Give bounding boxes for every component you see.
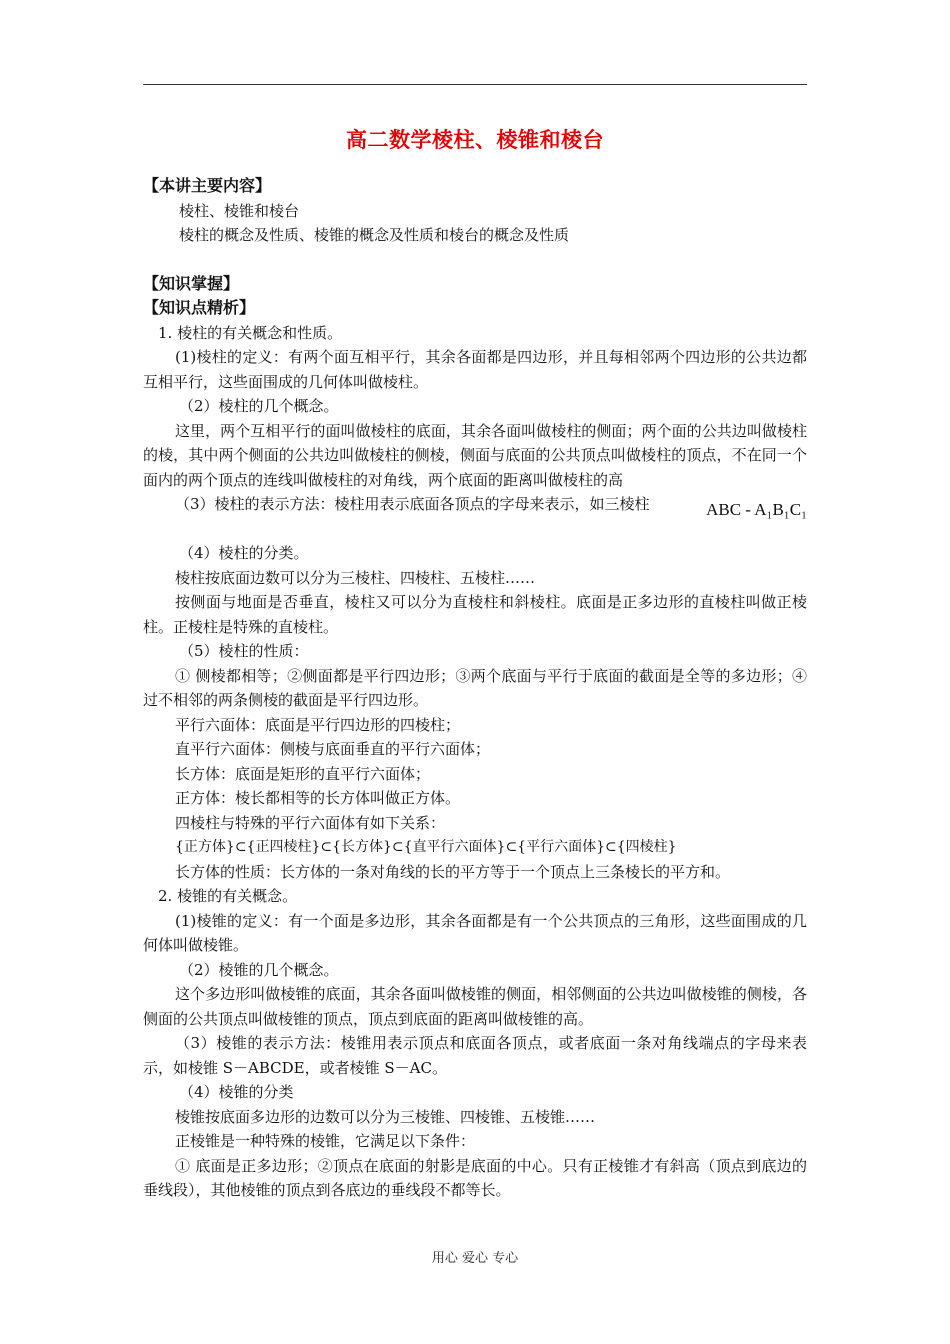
pyramid-concepts-text: 这个多边形叫做棱锥的底面，其余各面叫做棱锥的侧面，相邻侧面的公共边叫做棱锥的侧棱，各侧面的公共顶点叫做棱锥的顶点，顶点到底面的距离叫做棱锥的高。 bbox=[143, 985, 807, 1028]
prism-notation-formula: ABC - A₁B₁C₁ bbox=[706, 500, 807, 519]
pyramid-classification-heading: （4）棱锥的分类 bbox=[179, 1083, 294, 1101]
prism-concepts-text: 这里，两个互相平行的面叫做棱柱的底面，其余各面叫做棱柱的侧面；两个面的公共边叫做棱柱的棱，其中两个侧面的公共边叫做棱柱的侧棱，侧面与底面的公共顶点叫做棱柱的顶点，不在同一个面内的两个顶点的连线叫做棱柱的对角线，两个底面的距离叫做棱柱的高 bbox=[143, 421, 807, 489]
prism-properties-text: ① 侧棱都相等；②侧面都是平行四边形；③两个底面与平行于底面的截面是全等的多边形；④过不相邻的两条侧棱的截面是平行四边形。 bbox=[143, 666, 807, 709]
prism-definition: (1)棱柱的定义：有两个面互相平行，其余各面都是四边形，并且每相邻两个四边形的公共边都互相平行，这些面围成的几何体叫做棱柱。 bbox=[143, 348, 807, 391]
cuboid-property: 长方体的性质：长方体的一条对角线的长的平方等于一个顶点上三条棱长的平方和。 bbox=[175, 862, 731, 881]
header-rule bbox=[143, 84, 807, 85]
section-heading-main-content: 【本讲主要内容】 bbox=[143, 176, 272, 195]
regular-pyramid-conditions: ① 底面是正多边形；②顶点在底面的射影是底面的中心。只有正棱锥才有斜高（顶点到底边的垂线段），其他棱锥的顶点到各底边的垂线段不都等长。 bbox=[143, 1156, 807, 1199]
prism-notation-text: （3）棱柱的表示方法：棱柱用表示底面各顶点的字母来表示，如三棱柱 bbox=[175, 495, 650, 513]
regular-pyramid-intro: 正棱锥是一种特殊的棱锥，它满足以下条件： bbox=[175, 1132, 476, 1150]
prism-classification-by-edges: 棱柱按底面边数可以分为三棱柱、四棱柱、五棱柱…… bbox=[175, 568, 536, 587]
prism-properties-heading: （5）棱柱的性质： bbox=[179, 642, 309, 660]
pyramid-concepts-heading: （2）棱锥的几个概念。 bbox=[179, 960, 339, 979]
cuboid-definition: 长方体：底面是矩形的直平行六面体； bbox=[175, 764, 431, 783]
prism-concepts-heading: （2）棱柱的几个概念。 bbox=[179, 397, 339, 415]
item-1-heading: 1. 棱柱的有关概念和性质。 bbox=[158, 323, 343, 342]
page-title: 高二数学棱柱、棱锥和棱台 bbox=[346, 128, 604, 152]
set-relation: {正方体}⊂{正四棱柱}⊂{长方体}⊂{直平行六面体}⊂{平行六面体}⊂{四棱柱} bbox=[175, 839, 677, 855]
pyramid-notation: （3）棱锥的表示方法：棱锥用表示顶点和底面各顶点，或者底面一条对角线端点的字母来表示，如棱锥 S－ABCDE，或者棱锥 S－AC。 bbox=[143, 1034, 807, 1077]
prism-classification-by-faces: 按侧面与地面是否垂直，棱柱又可以分为直棱柱和斜棱柱。底面是正多边形的直棱柱叫做正棱柱。正棱柱是特殊的直棱柱。 bbox=[143, 593, 807, 636]
relation-intro: 四棱柱与特殊的平行六面体有如下关系： bbox=[175, 813, 446, 832]
document-body bbox=[143, 174, 807, 1203]
prism-notation-line bbox=[143, 492, 807, 541]
pyramid-definition: (1)棱锥的定义：有一个面是多边形，其余各面都是有一个公共顶点的三角形，这些面围成的几何体叫做棱锥。 bbox=[143, 911, 807, 954]
item-2-heading: 2. 棱锥的有关概念。 bbox=[158, 887, 298, 905]
section-heading-knowledge: 【知识掌握】 bbox=[143, 273, 240, 293]
cube-definition: 正方体：棱长都相等的长方体叫做正方体。 bbox=[175, 789, 461, 807]
page-footer: 用心 爱心 专心 bbox=[431, 1251, 519, 1266]
spacer bbox=[143, 248, 807, 272]
prism-classification-heading: （4）棱柱的分类。 bbox=[179, 544, 309, 562]
main-content-line-2: 棱柱的概念及性质、棱锥的概念及性质和棱台的概念及性质 bbox=[179, 226, 570, 244]
right-parallelepiped-definition: 直平行六面体：侧棱与底面垂直的平行六面体； bbox=[175, 740, 491, 758]
section-subheading-analysis: 【知识点精析】 bbox=[143, 298, 256, 317]
parallelepiped-definition: 平行六面体：底面是平行四边形的四棱柱； bbox=[175, 715, 461, 734]
main-content-line-1: 棱柱、棱锥和棱台 bbox=[179, 201, 300, 220]
pyramid-classification-text: 棱锥按底面多边形的边数可以分为三棱锥、四棱锥、五棱锥…… bbox=[175, 1107, 596, 1126]
